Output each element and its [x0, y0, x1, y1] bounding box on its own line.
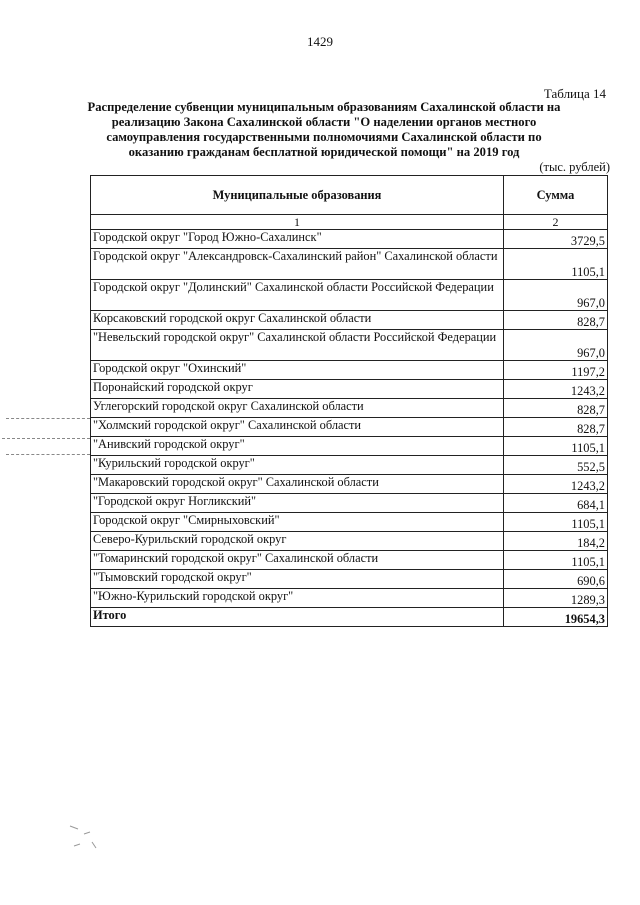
row-amount: 690,6: [504, 570, 608, 589]
document-title: Распределение субвенции муниципальным образованиям Сахалинской области на реализацию Закона Сахалинской области "О наделении органов местного самоуправления государственными полномочиями Сахалинской области по оказанию гражданам бесплатной юридической помощи" на 2019 год: [87, 100, 561, 159]
table-label: Таблица 14: [543, 86, 606, 101]
table-row: [91, 513, 608, 532]
row-amount: 1289,3: [504, 589, 608, 608]
table-row: [91, 361, 608, 380]
table-header-row: [91, 176, 608, 215]
table-row: [91, 249, 608, 280]
row-amount: 1105,1: [504, 437, 608, 456]
row-name: "Тымовский городской округ": [91, 570, 504, 589]
row-name: "Томаринский городской округ" Сахалинской области: [91, 551, 504, 570]
total-row: [91, 608, 608, 627]
row-amount: 828,7: [504, 311, 608, 330]
column-number-2: 2: [504, 215, 608, 230]
table-row: [91, 570, 608, 589]
row-name: "Курильский городской округ": [91, 456, 504, 475]
units-label: (тыс. рублей): [539, 160, 610, 174]
table-row: [91, 280, 608, 311]
row-name: "Анивский городской округ": [91, 437, 504, 456]
table-row: [91, 532, 608, 551]
column-number-row: [91, 215, 608, 230]
row-name: Корсаковский городской округ Сахалинской области: [91, 311, 504, 330]
row-name: "Макаровский городской округ" Сахалинской области: [91, 475, 504, 494]
row-amount: 684,1: [504, 494, 608, 513]
row-amount: 1105,1: [504, 551, 608, 570]
header-amount: Сумма: [504, 176, 608, 215]
row-amount: 1105,1: [504, 513, 608, 532]
table-row: [91, 230, 608, 249]
table-row: [91, 494, 608, 513]
header-municipalities: Муниципальные образования: [91, 176, 504, 215]
row-amount: 1243,2: [504, 475, 608, 494]
subvention-table: [90, 175, 608, 627]
row-amount: 552,5: [504, 456, 608, 475]
table-row: [91, 589, 608, 608]
total-amount: 19654,3: [504, 608, 608, 627]
scan-artifact-line: [6, 418, 90, 419]
row-amount: 1197,2: [504, 361, 608, 380]
table-row: [91, 399, 608, 418]
total-label: Итого: [91, 608, 504, 627]
table-row: [91, 475, 608, 494]
scan-artifact-line: [6, 454, 90, 455]
table-row: [91, 551, 608, 570]
row-name: Углегорский городской округ Сахалинской области: [91, 399, 504, 418]
row-name: Поронайский городской округ: [91, 380, 504, 399]
row-name: Северо-Курильский городской округ: [91, 532, 504, 551]
row-amount: 184,2: [504, 532, 608, 551]
row-name: Городской округ "Александровск-Сахалинский район" Сахалинской области: [91, 249, 504, 280]
row-name: Городской округ "Охинский": [91, 361, 504, 380]
scan-artifact-line: [2, 438, 90, 439]
column-number-1: 1: [91, 215, 504, 230]
row-amount: 1243,2: [504, 380, 608, 399]
table-row: [91, 456, 608, 475]
row-amount: 1105,1: [504, 249, 608, 280]
row-amount: 828,7: [504, 399, 608, 418]
row-name: "Невельский городской округ" Сахалинской области Российской Федерации: [91, 330, 504, 361]
row-name: Городской округ "Долинский" Сахалинской области Российской Федерации: [91, 280, 504, 311]
row-amount: 3729,5: [504, 230, 608, 249]
page-number: 1429: [307, 34, 333, 49]
table-row: [91, 311, 608, 330]
row-amount: 828,7: [504, 418, 608, 437]
table-row: [91, 380, 608, 399]
row-amount: 967,0: [504, 330, 608, 361]
row-name: "Городской округ Ногликский": [91, 494, 504, 513]
row-name: Городской округ "Город Южно-Сахалинск": [91, 230, 504, 249]
table-row: [91, 418, 608, 437]
row-name: "Холмский городской округ" Сахалинской области: [91, 418, 504, 437]
row-name: Городской округ "Смирныховский": [91, 513, 504, 532]
table-row: [91, 437, 608, 456]
scan-artifact-marks: [66, 820, 126, 860]
row-amount: 967,0: [504, 280, 608, 311]
row-name: "Южно-Курильский городской округ": [91, 589, 504, 608]
table-row: [91, 330, 608, 361]
